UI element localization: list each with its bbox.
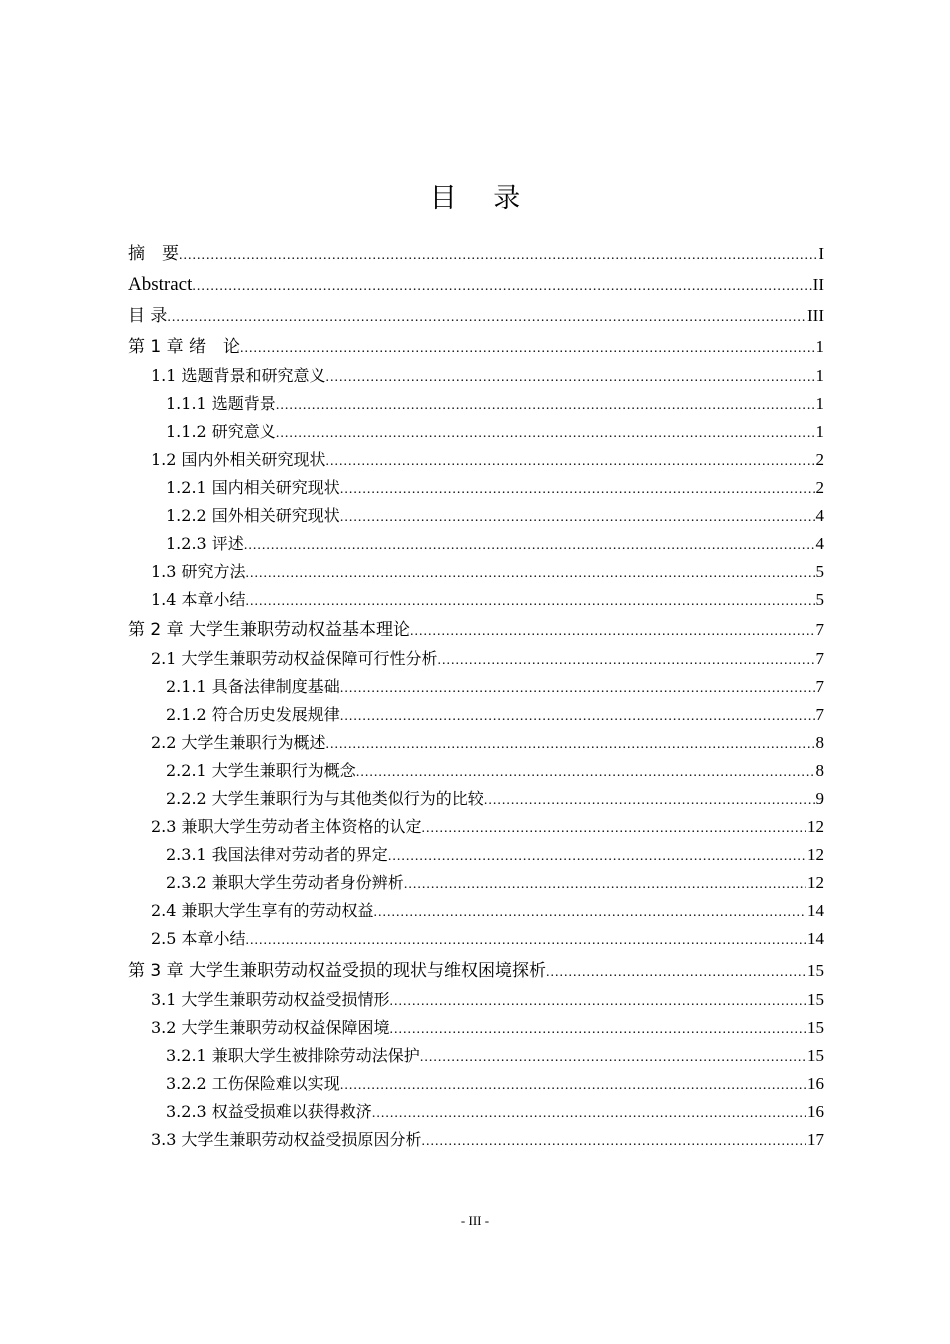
toc-entry[interactable] <box>128 390 824 418</box>
toc-entry[interactable] <box>128 925 824 953</box>
toc-entry-label: 摘 要 <box>128 244 179 264</box>
toc-entry-page: 2 <box>815 450 824 469</box>
toc-entry-page: 16 <box>807 1074 824 1093</box>
toc-entry-label: 第 2 章 大学生兼职劳动权益基本理论 <box>128 620 411 640</box>
toc-leader-dots <box>340 504 815 530</box>
toc-entry[interactable] <box>128 502 824 530</box>
toc-entry-label: 1.3 研究方法 <box>151 562 246 581</box>
toc-leader-dots <box>410 616 814 645</box>
toc-entry-label: 1.1.2 研究意义 <box>166 422 276 441</box>
toc-entry-label: 3.2.1 兼职大学生被排除劳动法保护 <box>166 1046 420 1065</box>
toc-entry-page: 9 <box>815 789 824 808</box>
toc-entry-label: 2.4 兼职大学生享有的劳动权益 <box>151 901 374 920</box>
toc-leader-dots <box>246 560 815 586</box>
toc-entry-page: 15 <box>807 1018 824 1037</box>
toc-entry[interactable] <box>128 362 824 390</box>
toc-entry-page: 15 <box>807 990 824 1009</box>
toc-entry[interactable] <box>128 1070 824 1098</box>
toc-entry-page: 17 <box>807 1130 824 1149</box>
toc-entry[interactable] <box>128 1098 824 1126</box>
toc-entry-page: 15 <box>807 961 824 980</box>
toc-entry[interactable] <box>128 757 824 785</box>
toc-leader-dots <box>390 988 806 1014</box>
toc-entry-page: 4 <box>815 534 824 553</box>
toc-leader-dots <box>390 1016 806 1042</box>
toc-entry[interactable] <box>128 331 824 362</box>
toc-entry-label: 2.1.2 符合历史发展规律 <box>166 705 340 724</box>
toc-leader-dots <box>276 392 815 418</box>
toc-entry-page: 5 <box>815 562 824 581</box>
toc-entry-page: 7 <box>815 620 824 639</box>
toc-entry[interactable] <box>128 300 824 331</box>
toc-leader-dots <box>438 647 815 673</box>
toc-entry-label: 1.1.1 选题背景 <box>166 394 276 413</box>
toc-entry-page: 5 <box>815 590 824 609</box>
toc-entry[interactable] <box>128 701 824 729</box>
toc-entry[interactable] <box>128 474 824 502</box>
toc-leader-dots <box>167 302 806 331</box>
toc-entry-page: 4 <box>815 506 824 525</box>
toc-entry-label: 2.1.1 具备法律制度基础 <box>166 677 340 696</box>
toc-entry-page: II <box>812 275 824 294</box>
toc-entry-label: 2.3 兼职大学生劳动者主体资格的认定 <box>151 817 422 836</box>
toc-entry-page: 1 <box>815 366 824 385</box>
toc-entry-label: 2.2.1 大学生兼职行为概念 <box>166 761 356 780</box>
toc-entry-page: 2 <box>815 478 824 497</box>
toc-entry-label: 1.2.3 评述 <box>166 534 244 553</box>
toc-entry-label: 1.4 本章小结 <box>151 590 246 609</box>
toc-entry-label: Abstract <box>128 274 193 295</box>
toc-entry[interactable] <box>128 897 824 925</box>
toc-entry-page: 8 <box>815 733 824 752</box>
toc-entry[interactable] <box>128 558 824 586</box>
toc-entry[interactable] <box>128 986 824 1014</box>
toc-entry-label: 1.2.1 国内相关研究现状 <box>166 478 340 497</box>
toc-leader-dots <box>192 271 811 300</box>
toc-entry-label: 3.2.3 权益受损难以获得救济 <box>166 1102 372 1121</box>
toc-entry-page: I <box>818 244 824 263</box>
toc-entry[interactable] <box>128 1126 824 1154</box>
toc-leader-dots <box>246 927 806 953</box>
toc-leader-dots <box>374 899 806 925</box>
toc-entry[interactable] <box>128 238 824 269</box>
table-of-contents <box>128 238 824 1154</box>
toc-entry[interactable] <box>128 530 824 558</box>
toc-entry-label: 2.5 本章小结 <box>151 929 246 948</box>
toc-entry-label: 1.2 国内外相关研究现状 <box>151 450 326 469</box>
toc-leader-dots <box>340 675 815 701</box>
toc-leader-dots <box>422 815 806 841</box>
toc-entry-page: 15 <box>807 1046 824 1065</box>
toc-entry[interactable] <box>128 614 824 645</box>
toc-leader-dots <box>546 957 806 986</box>
toc-entry[interactable] <box>128 1014 824 1042</box>
toc-leader-dots <box>404 871 806 897</box>
toc-entry[interactable] <box>128 955 824 986</box>
page-title: 目 录 <box>429 183 535 214</box>
toc-leader-dots <box>326 448 815 474</box>
toc-entry-label: 第 3 章 大学生兼职劳动权益受损的现状与维权困境探析 <box>128 961 547 981</box>
toc-leader-dots <box>179 240 817 269</box>
toc-leader-dots <box>372 1100 806 1126</box>
toc-entry[interactable] <box>128 418 824 446</box>
toc-entry[interactable] <box>128 586 824 614</box>
toc-leader-dots <box>240 333 814 362</box>
toc-entry-page: 1 <box>815 337 824 356</box>
toc-entry-label: 1.1 选题背景和研究意义 <box>151 366 326 385</box>
toc-entry-label: 2.2 大学生兼职行为概述 <box>151 733 326 752</box>
toc-entry-label: 3.2 大学生兼职劳动权益保障困境 <box>151 1018 390 1037</box>
toc-entry-label: 2.2.2 大学生兼职行为与其他类似行为的比较 <box>166 789 484 808</box>
toc-entry[interactable] <box>128 869 824 897</box>
toc-entry[interactable] <box>128 785 824 813</box>
toc-entry-page: 14 <box>807 929 824 948</box>
toc-entry[interactable] <box>128 729 824 757</box>
toc-leader-dots <box>340 703 815 729</box>
toc-leader-dots <box>422 1128 806 1154</box>
toc-leader-dots <box>276 420 815 446</box>
toc-entry-label: 1.2.2 国外相关研究现状 <box>166 506 340 525</box>
toc-entry-page: 1 <box>815 422 824 441</box>
toc-entry[interactable] <box>128 645 824 673</box>
toc-leader-dots <box>420 1044 806 1070</box>
toc-entry[interactable] <box>128 269 824 300</box>
toc-entry-page: 8 <box>815 761 824 780</box>
toc-leader-dots <box>326 364 815 390</box>
toc-entry[interactable] <box>128 813 824 841</box>
toc-entry-page: 14 <box>807 901 824 920</box>
toc-entry-label: 3.3 大学生兼职劳动权益受损原因分析 <box>151 1130 422 1149</box>
toc-leader-dots <box>484 787 815 813</box>
toc-leader-dots <box>246 588 815 614</box>
toc-entry-label: 第 1 章 绪 论 <box>128 337 241 357</box>
toc-entry[interactable] <box>128 446 824 474</box>
toc-leader-dots <box>244 532 815 558</box>
toc-leader-dots <box>340 1072 806 1098</box>
toc-entry-label: 2.3.2 兼职大学生劳动者身份辨析 <box>166 873 404 892</box>
toc-entry-label: 目 录 <box>128 306 168 326</box>
toc-entry-page: 12 <box>807 845 824 864</box>
toc-entry[interactable] <box>128 841 824 869</box>
toc-leader-dots <box>356 759 815 785</box>
toc-entry-label: 2.3.1 我国法律对劳动者的界定 <box>166 845 388 864</box>
toc-entry-label: 3.1 大学生兼职劳动权益受损情形 <box>151 990 390 1009</box>
toc-entry-page: 7 <box>815 705 824 724</box>
toc-entry[interactable] <box>128 1042 824 1070</box>
toc-entry-page: 7 <box>815 677 824 696</box>
page-number-footer: - III - <box>460 1213 490 1228</box>
toc-entry-page: 16 <box>807 1102 824 1121</box>
toc-leader-dots <box>388 843 806 869</box>
toc-entry-page: III <box>807 306 824 325</box>
toc-entry-label: 2.1 大学生兼职劳动权益保障可行性分析 <box>151 649 438 668</box>
toc-entry-page: 1 <box>815 394 824 413</box>
toc-leader-dots <box>340 476 815 502</box>
toc-entry-page: 12 <box>807 873 824 892</box>
toc-entry[interactable] <box>128 673 824 701</box>
toc-entry-page: 7 <box>815 649 824 668</box>
toc-leader-dots <box>326 731 815 757</box>
toc-entry-label: 3.2.2 工伤保险难以实现 <box>166 1074 340 1093</box>
toc-entry-page: 12 <box>807 817 824 836</box>
